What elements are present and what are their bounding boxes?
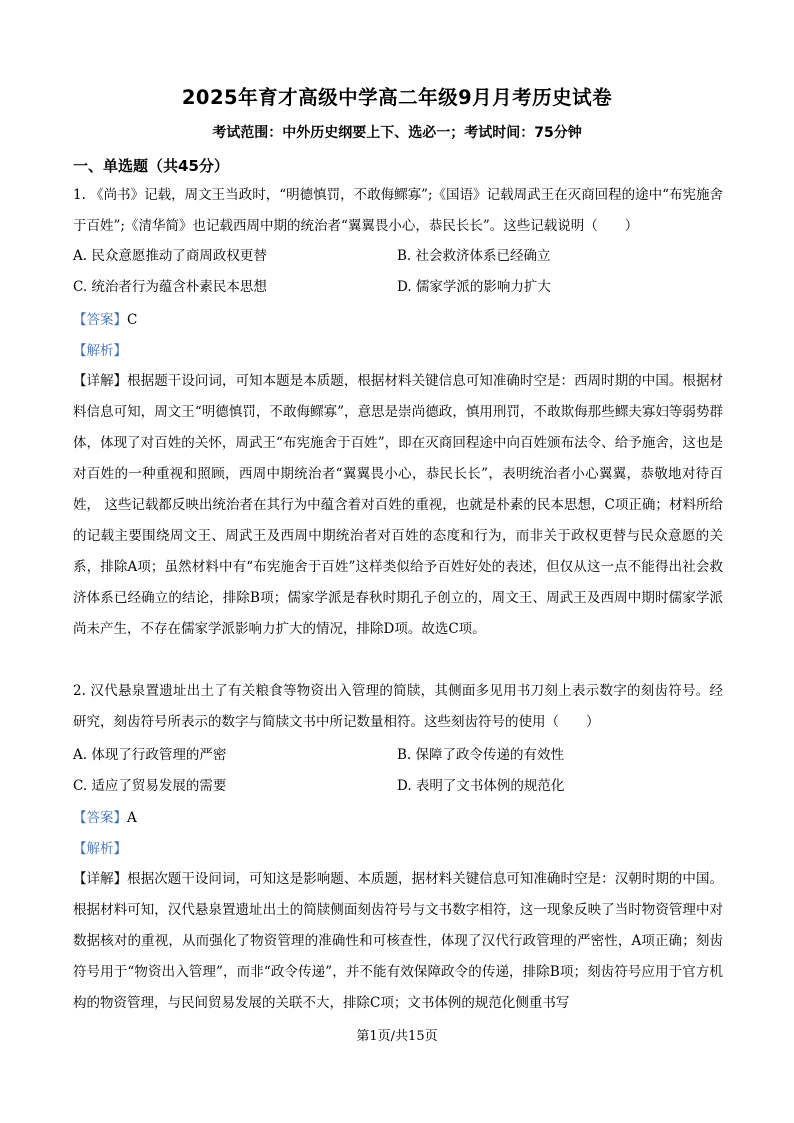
question-1-option-b: B. 社会救济体系已经确立 (397, 248, 551, 264)
answer-value: A (127, 810, 137, 826)
question-1-stem: 1. 《尚书》记载，周文王当政时，“明德慎罚，不敢侮鳏寡”;《国语》记载周武王在灭商回程的途中“布宪施舍于百姓”;《清华简》也记载西周中期的统治者“翼翼畏小心，恭民长长”。这些记载说明（ ） (73, 187, 723, 234)
analysis-tag: 【解析】 (73, 343, 127, 359)
answer-tag: 【答案】 (73, 312, 127, 328)
question-2-option-c: C. 适应了贸易发展的需要 (73, 778, 227, 794)
question-1-analysis-heading (73, 341, 127, 361)
page-number: 第1页/共15页 (356, 1029, 438, 1044)
answer-tag: 【答案】 (73, 810, 127, 826)
detail-tag: 【详解】 (73, 871, 128, 887)
question-2-stem: 2. 汉代悬泉置遗址出土了有关粮食等物资出入管理的简牍，其侧面多见用书刀刻上表示数字的刻齿符号。经研究，刻齿符号所表示的数字与简牍文书中所记数量相符。这些刻齿符号的使用（ ） (73, 683, 723, 730)
question-2-option-d: D. 表明了文书体例的规范化 (397, 778, 565, 794)
question-2-detail (73, 864, 723, 1019)
question-2-answer (73, 808, 137, 828)
question-1-option-c: C. 统治者行为蕴含朴素民本思想 (73, 279, 267, 295)
exam-info: 考试范围：中外历史纲要上下、选必一；考试时间：75分钟 (212, 125, 582, 141)
answer-value: C (127, 312, 138, 328)
question-1-option-d: D. 儒家学派的影响力扩大 (397, 279, 551, 295)
question-2-option-a: A. 体现了行政管理的严密 (73, 747, 227, 763)
question-1-answer (73, 310, 137, 330)
analysis-tag: 【解析】 (73, 841, 127, 857)
page-title: 2025年育才高级中学高二年级9月月考历史试卷 (181, 86, 613, 109)
detail-text: 根据次题干设问词，可知这是影响题、本质题，据材料关键信息可知准确时空是：汉朝时期的中国。根据材料可知，汉代悬泉置遗址出土的简牍侧面刻齿符号与文书数字相符，这一现象反映了当时物资管理中对数据核对的重视，从而强化了物资管理的准确性和可核查性，体现了汉代行政管理的严密性，A项正确；刻齿符号用于“物资出入管理”，而非“政令传递”，并不能有效保障政令的传递，排除B项；刻齿符号应用于官方机构的物资管理，与民间贸易发展的关联不大，排除C项；文书体例的规范化侧重书写 (73, 871, 724, 1011)
detail-tag: 【详解】 (73, 373, 128, 389)
question-1-detail (73, 366, 723, 645)
question-1-option-a: A. 民众意愿推动了商周政权更替 (73, 248, 267, 264)
question-2-analysis-heading (73, 839, 127, 859)
question-2-option-b: B. 保障了政令传递的有效性 (397, 747, 565, 763)
detail-text: 根据题干设问词，可知本题是本质题，根据材料关键信息可知准确时空是：西周时期的中国。根据材料信息可知，周文王“明德慎罚，不敢侮鳏寡”，意思是崇尚德政，慎用刑罚，不敢欺侮那些鳏夫寡妇等弱势群体，体现了对百姓的关怀，周武王“布宪施舍于百姓”，即在灭商回程途中向百姓颁布法令、给予施舍，这也是对百姓的一种重视和照顾，西周中期统治者“翼翼畏小心，恭民长长”，表明统治者小心翼翼，恭敬地对待百姓， 这些记载都反映出统治者在其行为中蕴含着对百姓的重视，也就是朴素的民本思想，C项正确；材料所给的记载主要围绕周文王、周武王及西周中期统治者对百姓的态度和行为，而非关于政权更替与民众意愿的关系，排除A项；虽然材料中有“布宪施舍于百姓”这样类似给予百姓好处的表述，但仅从这一点不能得出社会救济体系已经确立的结论，排除B项；儒家学派是春秋时期孔子创立的，周文王、周武王及西周中期时儒家学派尚未产生，不存在儒家学派影响力扩大的情况，排除D项。故选C项。 (73, 373, 724, 637)
section-heading: 一、单选题（共45分） (73, 157, 229, 175)
